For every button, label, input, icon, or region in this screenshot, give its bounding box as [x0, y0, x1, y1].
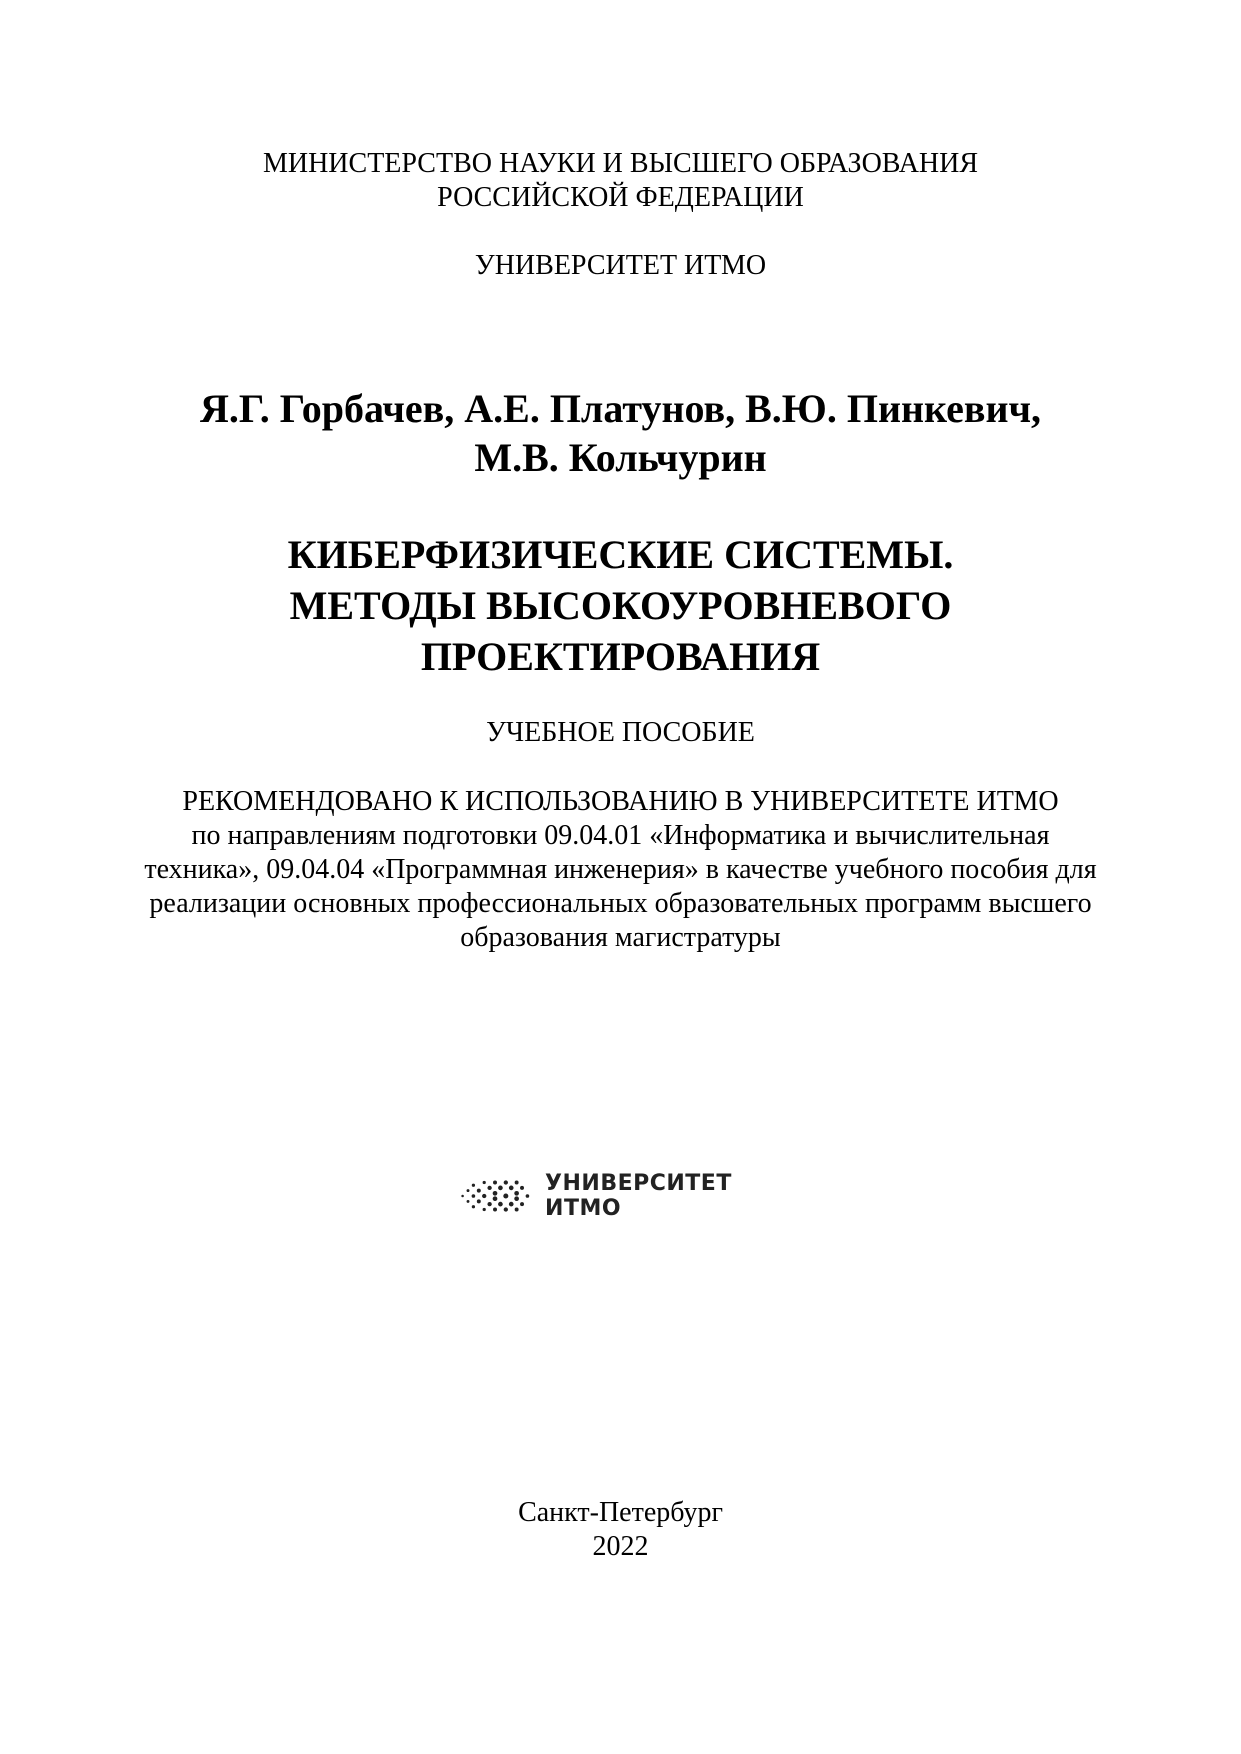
ministry-line-2: РОССИЙСКОЙ ФЕДЕРАЦИИ	[437, 182, 804, 213]
authors-line-1: Я.Г. Горбачев, А.Е. Платунов, В.Ю. Пинкевич,	[199, 386, 1042, 431]
document-type: УЧЕБНОЕ ПОСОБИЕ	[486, 717, 755, 748]
title-line-3: ПРОЕКТИРОВАНИЯ	[420, 634, 821, 679]
recommendation-line-1: РЕКОМЕНДОВАНО К ИСПОЛЬЗОВАНИЮ В УНИВЕРСИТЕТЕ ИТМО	[182, 786, 1059, 817]
university-logo	[459, 1171, 789, 1221]
recommendation-line-2: по направлениям подготовки 09.04.01 «Информатика и вычислительная	[191, 820, 1050, 851]
authors-line-2: М.В. Кольчурин	[474, 435, 767, 480]
university-name: УНИВЕРСИТЕТ ИТМО	[474, 250, 767, 281]
title-line-2: МЕТОДЫ ВЫСОКОУРОВНЕВОГО	[289, 583, 952, 628]
title-line-1: КИБЕРФИЗИЧЕСКИЕ СИСТЕМЫ.	[287, 532, 954, 577]
itmo-dots-logo-icon	[459, 1177, 531, 1215]
recommendation-line-5: образования магистратуры	[460, 922, 781, 953]
logo-text: УНИВЕРСИТЕТ ИТМО	[545, 1171, 732, 1221]
year: 2022	[592, 1531, 649, 1562]
ministry-line-1: МИНИСТЕРСТВО НАУКИ И ВЫСШЕГО ОБРАЗОВАНИЯ	[262, 148, 979, 179]
recommendation-line-4: реализации основных профессиональных образовательных программ высшего	[149, 888, 1092, 919]
city: Санкт-Петербург	[518, 1497, 723, 1528]
recommendation-line-3: техника», 09.04.04 «Программная инженерия» в качестве учебного пособия для	[144, 854, 1097, 885]
